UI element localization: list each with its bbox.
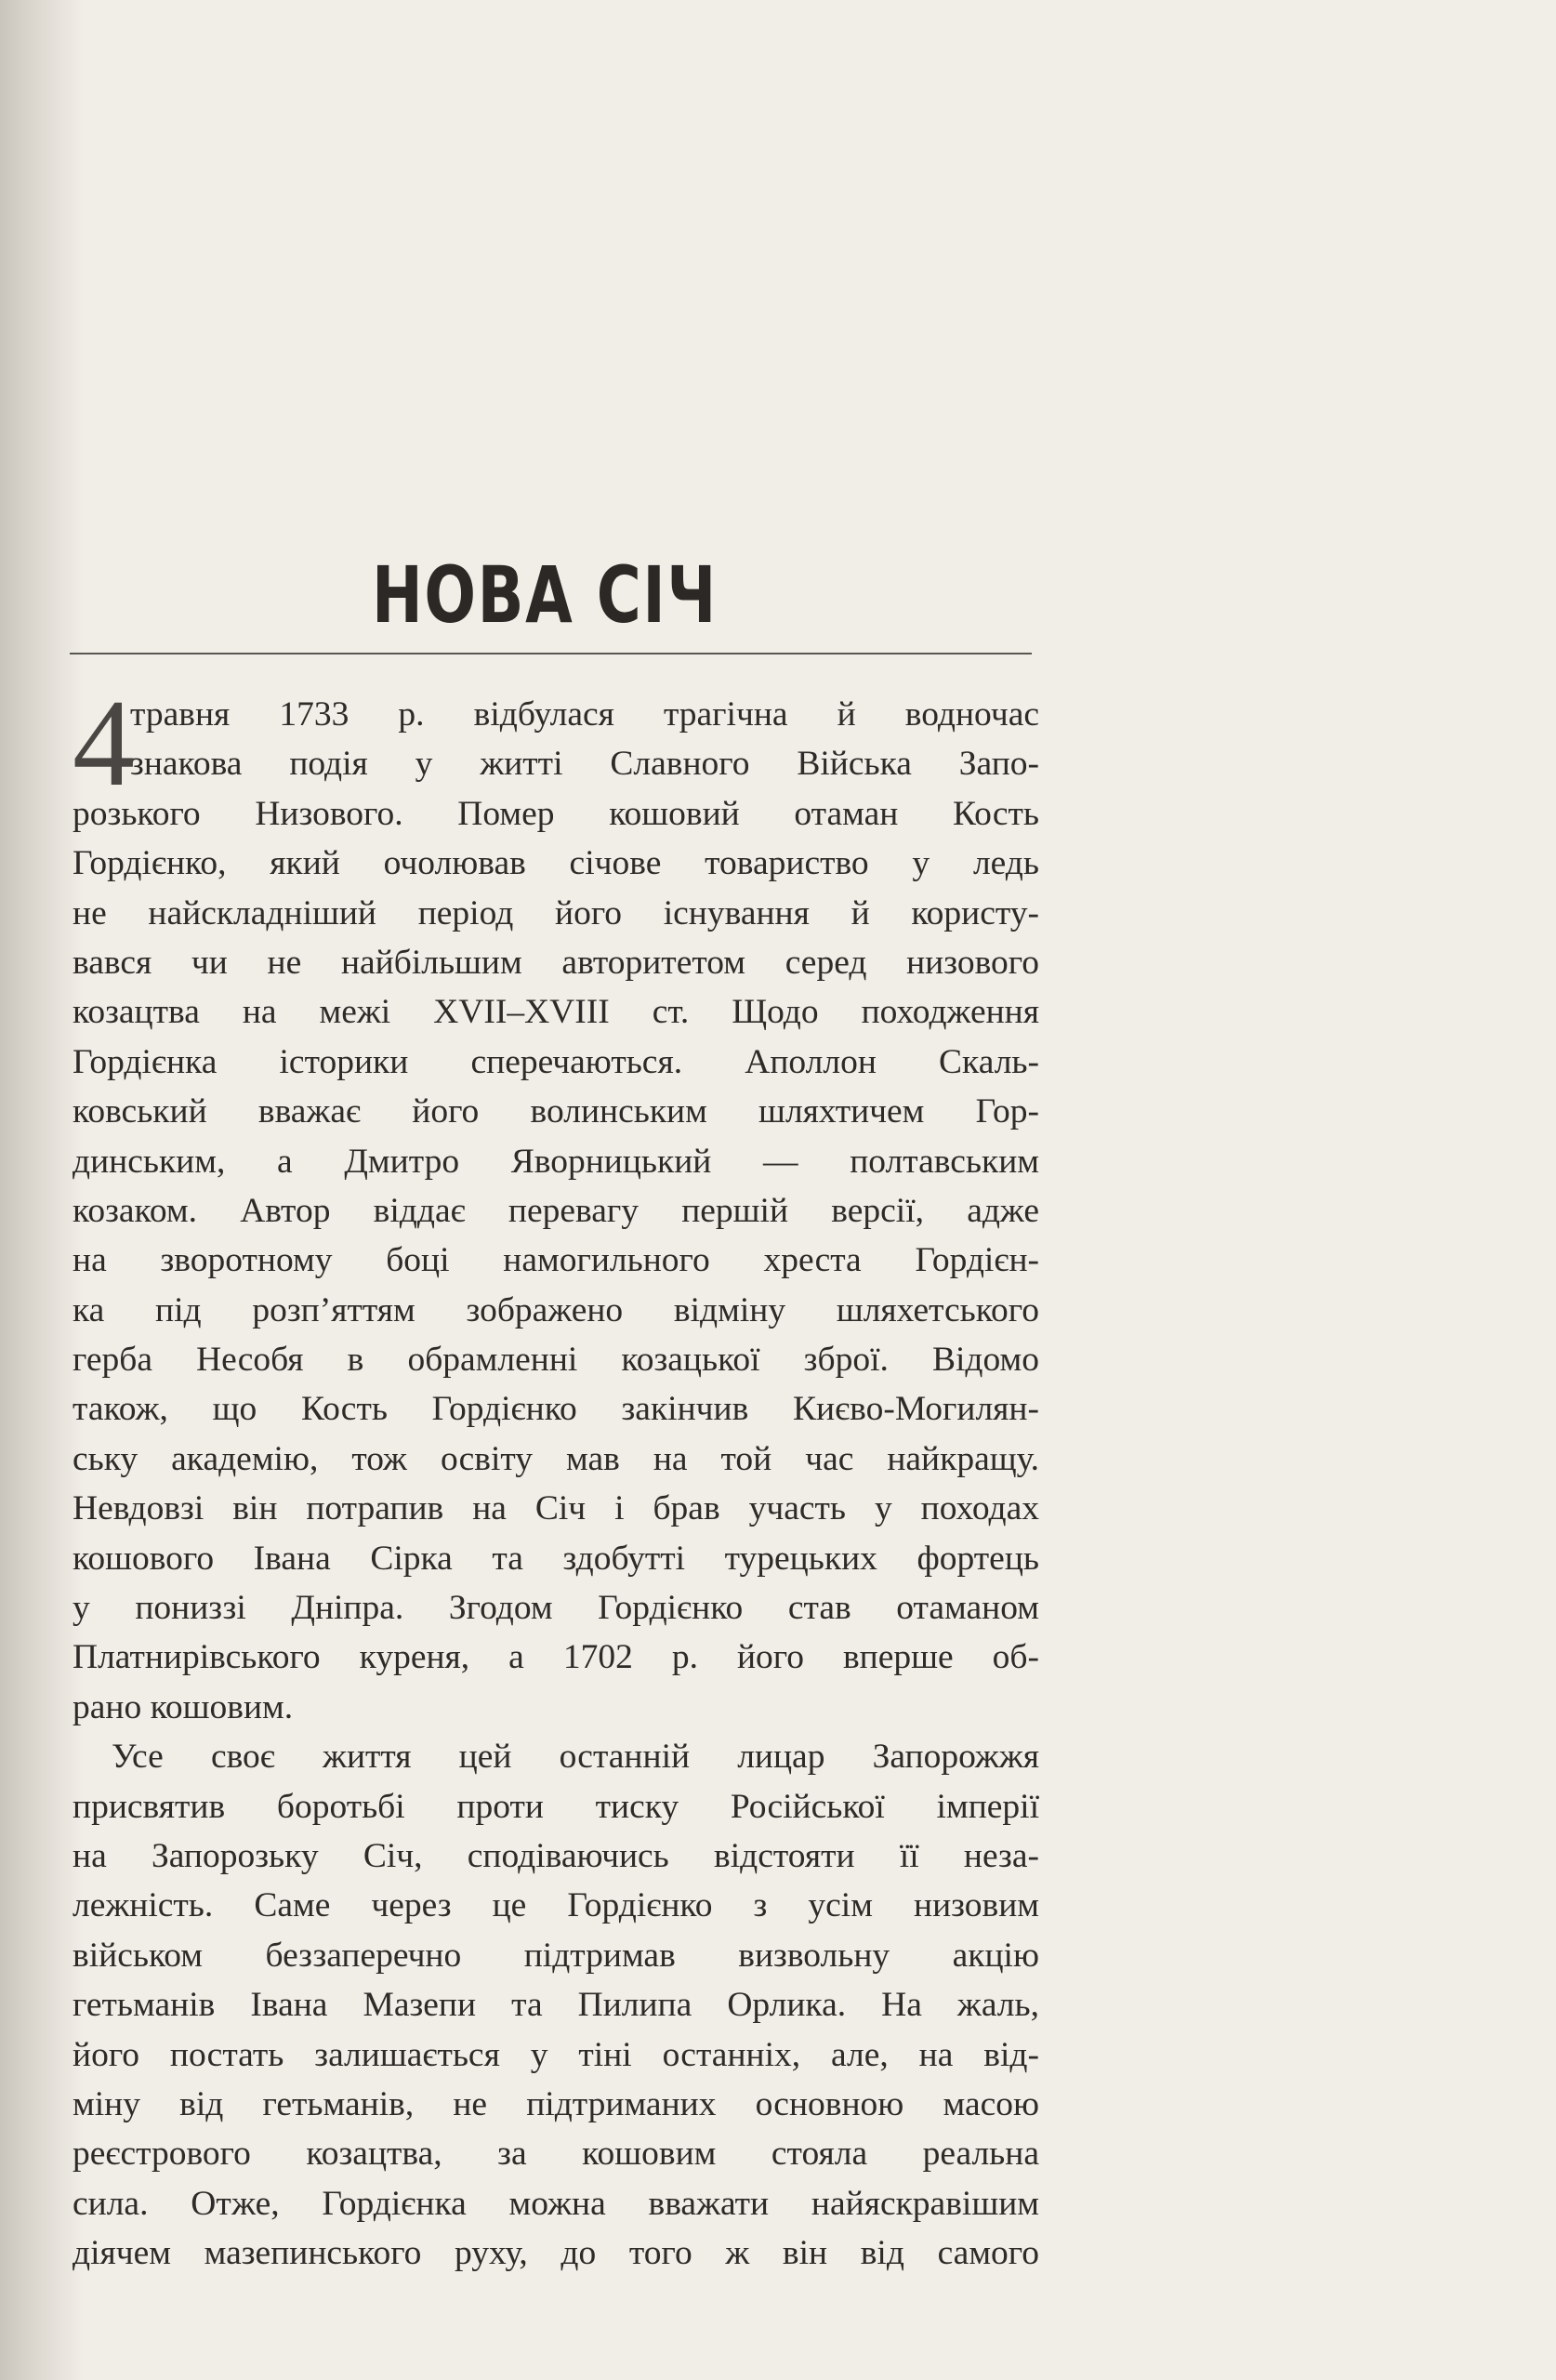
text-line: козаком. Автор віддає перевагу першій версії, адже <box>73 1191 1039 1230</box>
text-line: його постать залишається у тіні останніх, але, на від- <box>73 2035 1039 2074</box>
text-line: також, що Кость Гордієнко закінчив Києво-Могилян- <box>73 1390 1039 1429</box>
title-divider <box>70 653 1032 654</box>
text-line: Усе своє життя цей останній лицар Запорожжя <box>112 1738 1039 1777</box>
text-line: не найскладніший період його існування й користу- <box>73 893 1039 932</box>
text-line: реєстрового козацтва, за кошовим стояла реальна <box>73 2135 1039 2174</box>
text-line: міну від гетьманів, не підтриманих основною масою <box>73 2084 1039 2123</box>
text-line: динським, а Дмитро Яворницький — полтавським <box>73 1142 1039 1181</box>
text-line: знакова подія у житті Славного Війська Запо- <box>130 745 1039 784</box>
text-line: герба Несобя в обрамленні козацької зброї. Відомо <box>73 1341 1039 1380</box>
text-line: сила. Отже, Гордієнка можна вважати найяскравішим <box>73 2184 1039 2223</box>
text-line: вався чи не найбільшим авторитетом серед низового <box>73 943 1039 982</box>
text-line: Невдовзі він потрапив на Січ і брав участь у походах <box>73 1489 1039 1528</box>
text-line: ковський вважає його волинським шляхтичем Гор- <box>73 1092 1039 1131</box>
text-line: ську академію, тож освіту мав на той час найкращу. <box>73 1439 1039 1478</box>
text-line: кошового Івана Сірка та здобутті турецьких фортець <box>73 1539 1039 1578</box>
text-line: Гордієнка історики сперечаються. Аполлон Скаль- <box>73 1042 1039 1081</box>
text-line: гетьманів Івана Мазепи та Пилипа Орлика. На жаль, <box>73 1986 1039 2025</box>
text-line: травня 1733 р. відбулася трагічна й водночас <box>130 695 1039 734</box>
text-line: Гордієнко, який очолював січове товариство у ледь <box>73 844 1039 883</box>
chapter-body <box>73 674 1039 2279</box>
text-line: Платнирівського куреня, а 1702 р. його вперше об- <box>73 1638 1039 1677</box>
drop-cap: 4 <box>73 674 135 812</box>
text-line: на зворотному боці намогильного хреста Гордієн- <box>73 1241 1039 1280</box>
text-line: присвятив боротьбі проти тиску Російської імперії <box>73 1787 1039 1826</box>
text-line: військом беззаперечно підтримав визвольну акцію <box>73 1936 1039 1975</box>
text-line: ка під розп’яттям зображено відміну шляхетського <box>73 1290 1039 1329</box>
text-line: діячем мазепинського руху, до того ж він від самого <box>73 2234 1039 2273</box>
text-line: розького Низового. Помер кошовий отаман Кость <box>73 794 1039 833</box>
chapter-title: НОВА СІЧ <box>372 549 718 641</box>
text-line: у пониззі Дніпра. Згодом Гордієнко став отаманом <box>73 1589 1039 1628</box>
text-line: на Запорозьку Січ, сподіваючись відстояти її неза- <box>73 1836 1039 1875</box>
text-line: рано кошовим. <box>73 1687 294 1726</box>
text-line: лежність. Саме через це Гордієнко з усім низовим <box>73 1886 1039 1925</box>
text-line: козацтва на межі XVII–XVIII ст. Щодо походження <box>73 993 1039 1032</box>
